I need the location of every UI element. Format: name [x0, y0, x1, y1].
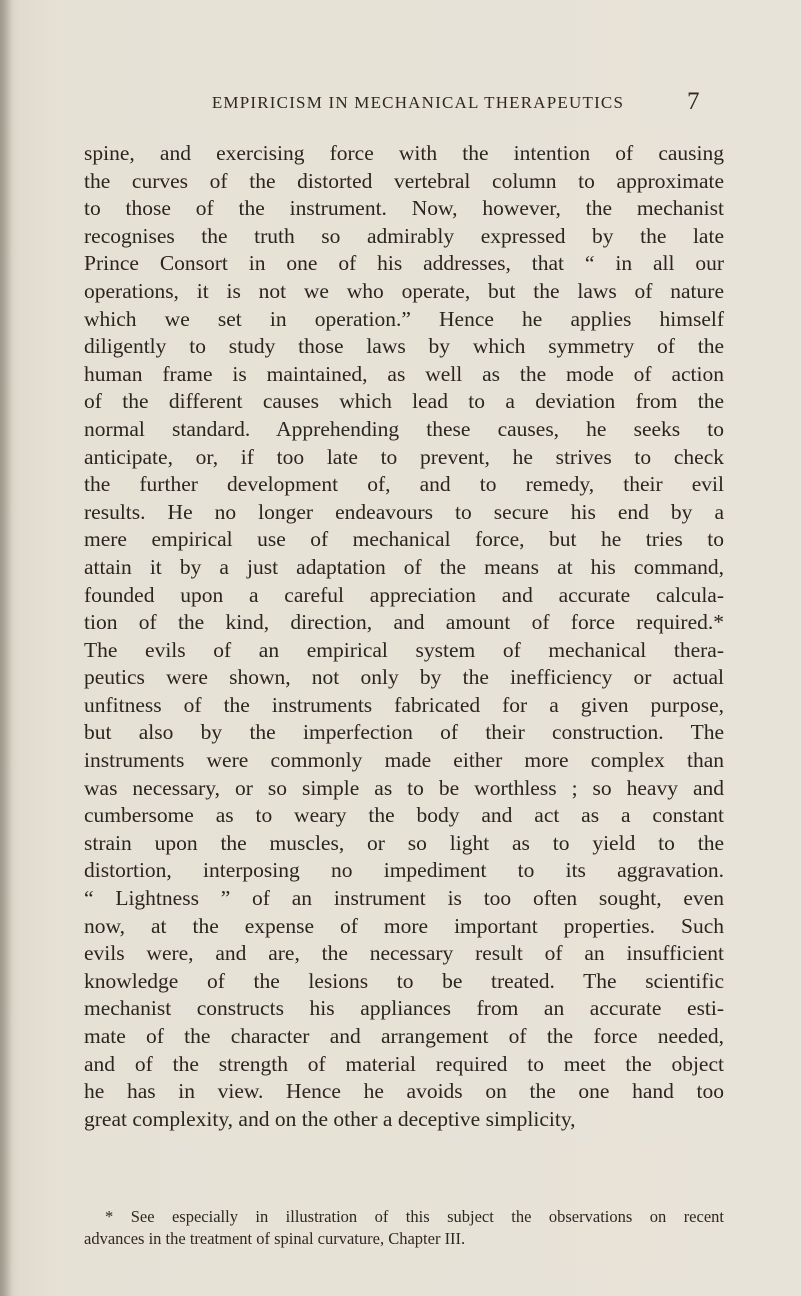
text-line: the curves of the distorted vertebral column to approximate: [84, 168, 724, 193]
running-head: EMPIRICISM IN MECHANICAL THERAPEUTICS: [211, 93, 625, 112]
text-line: great complexity, and on the other a deceptive simplicity,: [84, 1106, 576, 1131]
footnote-line: * See especially in illustration of this subject the observations on recent: [105, 1207, 724, 1226]
text-line: Prince Consort in one of his addresses, that “ in all our: [84, 251, 724, 276]
text-line: evils were, and are, the necessary result of an insufficient: [84, 941, 724, 966]
text-line: knowledge of the lesions to be treated. The scientific: [84, 968, 724, 993]
text-line: instruments were commonly made either more complex than: [84, 748, 724, 773]
body-text: [84, 140, 724, 1133]
footnote: [84, 1206, 724, 1250]
text-line: peutics were shown, not only by the inefficiency or actual: [84, 665, 724, 690]
text-line: recognises the truth so admirably expressed by the late: [84, 223, 724, 248]
text-line: anticipate, or, if too late to prevent, he strives to check: [84, 444, 724, 469]
page-gutter-shadow: [0, 0, 12, 1296]
text-line: now, at the expense of more important properties. Such: [84, 913, 724, 938]
text-line: founded upon a careful appreciation and accurate calcula-: [84, 582, 724, 607]
text-line: to those of the instrument. Now, however, the mechanist: [84, 196, 724, 221]
text-line: spine, and exercising force with the intention of causing: [84, 141, 724, 165]
text-line: mere empirical use of mechanical force, but he tries to: [84, 527, 724, 552]
text-line: human frame is maintained, as well as the mode of action: [84, 361, 724, 386]
text-line: diligently to study those laws by which symmetry of the: [84, 334, 724, 359]
text-line: he has in view. Hence he avoids on the one hand too: [84, 1079, 724, 1104]
footnote-line: advances in the treatment of spinal curvature, Chapter III.: [84, 1229, 466, 1248]
text-line: which we set in operation.” Hence he applies himself: [84, 306, 724, 331]
text-line: operations, it is not we who operate, but the laws of nature: [84, 278, 724, 303]
text-line: attain it by a just adaptation of the means at his command,: [84, 554, 724, 579]
text-line: results. He no longer endeavours to secure his end by a: [84, 499, 724, 524]
text-line: of the different causes which lead to a deviation from the: [84, 389, 724, 414]
text-line: mechanist constructs his appliances from an accurate esti-: [84, 996, 724, 1021]
text-line: the further development of, and to remedy, their evil: [84, 472, 724, 497]
text-line: unfitness of the instruments fabricated for a given purpose,: [84, 692, 724, 717]
text-line: distortion, interposing no impediment to its aggravation.: [84, 858, 724, 883]
text-line: cumbersome as to weary the body and act as a constant: [84, 803, 724, 828]
text-line: normal standard. Apprehending these causes, he seeks to: [84, 416, 724, 441]
text-line: strain upon the muscles, or so light as to yield to the: [84, 830, 724, 855]
text-line: was necessary, or so simple as to be worthless ; so heavy and: [84, 775, 724, 800]
text-line: and of the strength of material required to meet the object: [84, 1051, 724, 1076]
text-line: The evils of an empirical system of mechanical thera-: [84, 637, 724, 662]
text-line: mate of the character and arrangement of the force needed,: [84, 1024, 724, 1048]
text-line: tion of the kind, direction, and amount of force required.*: [84, 610, 724, 635]
page-number: 7: [687, 88, 700, 115]
text-line: but also by the imperfection of their construction. The: [84, 720, 724, 745]
text-line: “ Lightness ” of an instrument is too often sought, even: [84, 886, 724, 911]
